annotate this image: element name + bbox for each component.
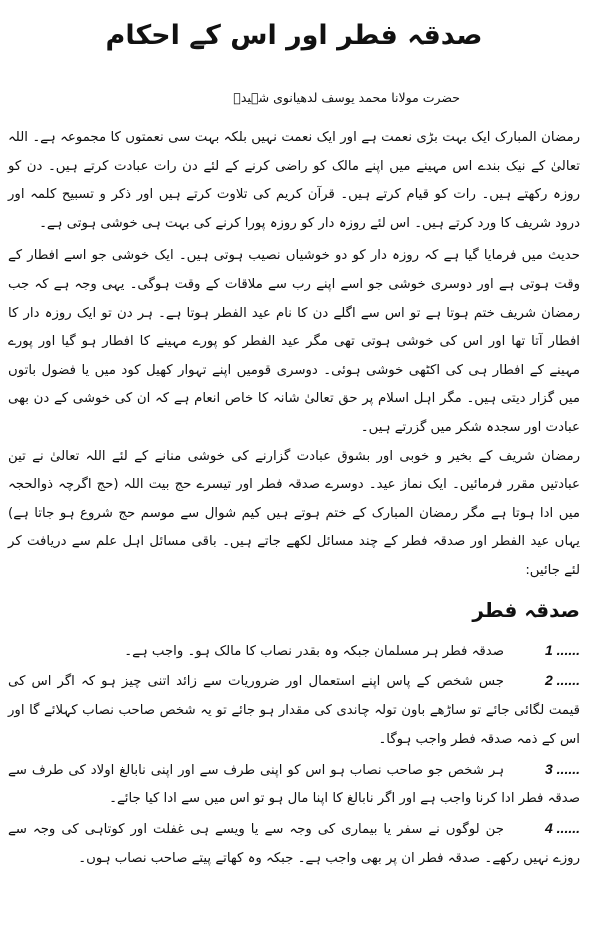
author-line: حضرت مولانا محمد یوسف لدھیانوی شہیدؒ <box>233 90 460 105</box>
item-number: 3 ...... <box>544 760 580 777</box>
list-item <box>8 636 580 667</box>
item-number: 2 ...... <box>544 672 580 689</box>
section-heading: صدقہ فطر <box>472 597 580 622</box>
item-number: 1 ...... <box>544 641 580 658</box>
item-number: 4 ...... <box>544 820 580 837</box>
item-text: جن لوگوں نے سفر یا بیماری کی وجہ سے یا ویسے ہی غفلت اور کوتاہی کی وجہ سے روزے نہیں رکھے۔ صدقہ فطر ان پر بھی واجب ہے۔ جبکہ وہ کھاتے پیتے صاحب نصاب ہوں۔ <box>8 822 580 867</box>
body-paragraph: رمضان المبارک ایک بہت بڑی نعمت ہے اور ایک نعمت نہیں بلکہ بہت سی نعمتوں کا مجموعہ ہے۔ اللہ تعالیٰ کے نیک بندے اس مہینے میں اپنے مالک کو راضی کرنے کے لئے دن رات عبادت کرتے ہیں۔ دن کو روزہ رکھتے ہیں۔ رات کو قیام کرتے ہیں۔ قرآن کریم کی تلاوت کرتے ہیں اور ذکر و تسبیح کلمہ اور درود شریف کا ورد کرتے ہیں۔ اس لئے روزہ دار کو روزہ پورا کرنے کی بہت ہی خوشی ہوتی ہے۔ <box>8 130 580 231</box>
body-paragraph: رمضان شریف کے بخیر و خوبی اور بشوق عبادت گزارنے کی خوشی منانے کے لئے اللہ تعالیٰ نے تین عبادتیں مقرر فرمائیں۔ ایک نماز عید۔ دوسرے صدقہ فطر اور تیسرے حج بیت اللہ (حج اگرچہ ذوالحجہ میں ادا ہوتا ہے مگر رمضان المبارک کے ختم ہوتے ہیں کیم شوال سے موسم حج شروع ہو جاتا ہے) یہاں عید الفطر اور صدقہ فطر کے چند مسائل لکھے جاتے ہیں۔ باقی مسائل اہل علم سے دریافت کر لئے جائیں: <box>8 448 580 578</box>
list-item <box>8 666 580 754</box>
body-paragraph: حدیث میں فرمایا گیا ہے کہ روزہ دار کو دو خوشیاں نصیب ہوتی ہیں۔ ایک خوشی جو اسے افطار کے وقت ہوتی ہے اور دوسری خوشی جو اسے اپنے رب سے ملاقات کے وقت ہوگی۔ یہی وجہ ہے کہ جب رمضان شریف ختم ہوتا ہے تو اس سے اگلے دن کا نام عید الفطر ہوتا ہے۔ ہر دن تو ایک روزہ دار کا افطار آتا تھا اور اس کی خوشی ہوتی تھی مگر عید الفطر کو پورے مہینے کا افطار ہو گیا اور پورے مہینے کے افطار ہی کی اکٹھی خوشی ہوئی۔ دوسری قومیں اپنے تہوار کھیل کود میں یا فضول باتوں میں گزار دیتی ہیں۔ مگر اہل اسلام پر حق تعالیٰ شانہ کا خاص انعام ہے کہ ان کی خوشی کے دن بھی عبادت اور سجدہ شکر میں گزرتے ہیں۔ <box>8 248 580 435</box>
list-item <box>8 814 580 874</box>
article-title: صدقہ فطر اور اس کے احکام <box>105 20 483 51</box>
item-text: صدقہ فطر ہر مسلمان جبکہ وہ بقدر نصاب کا مالک ہو۔ واجب ہے۔ <box>124 643 504 659</box>
item-text: جس شخص کے پاس اپنے استعمال اور ضروریات سے زائد اتنی چیز ہو کہ اگر اس کی قیمت لگائی جائے تو ساڑھے باون تولہ چاندی کی مقدار ہو جائے تو یہ شخص صاحب نصاب کہلائے گا اور اس کے ذمہ صدقہ فطر واجب ہوگا۔ <box>8 674 580 747</box>
item-text: ہر شخص جو صاحب نصاب ہو اس کو اپنی طرف سے اور اپنی نابالغ اولاد کی طرف سے صدقہ فطر ادا کرنا واجب ہے اور اگر نابالغ کا اپنا مال ہو تو اس میں سے ادا کیا جائے۔ <box>8 762 580 807</box>
list-item <box>8 755 580 815</box>
